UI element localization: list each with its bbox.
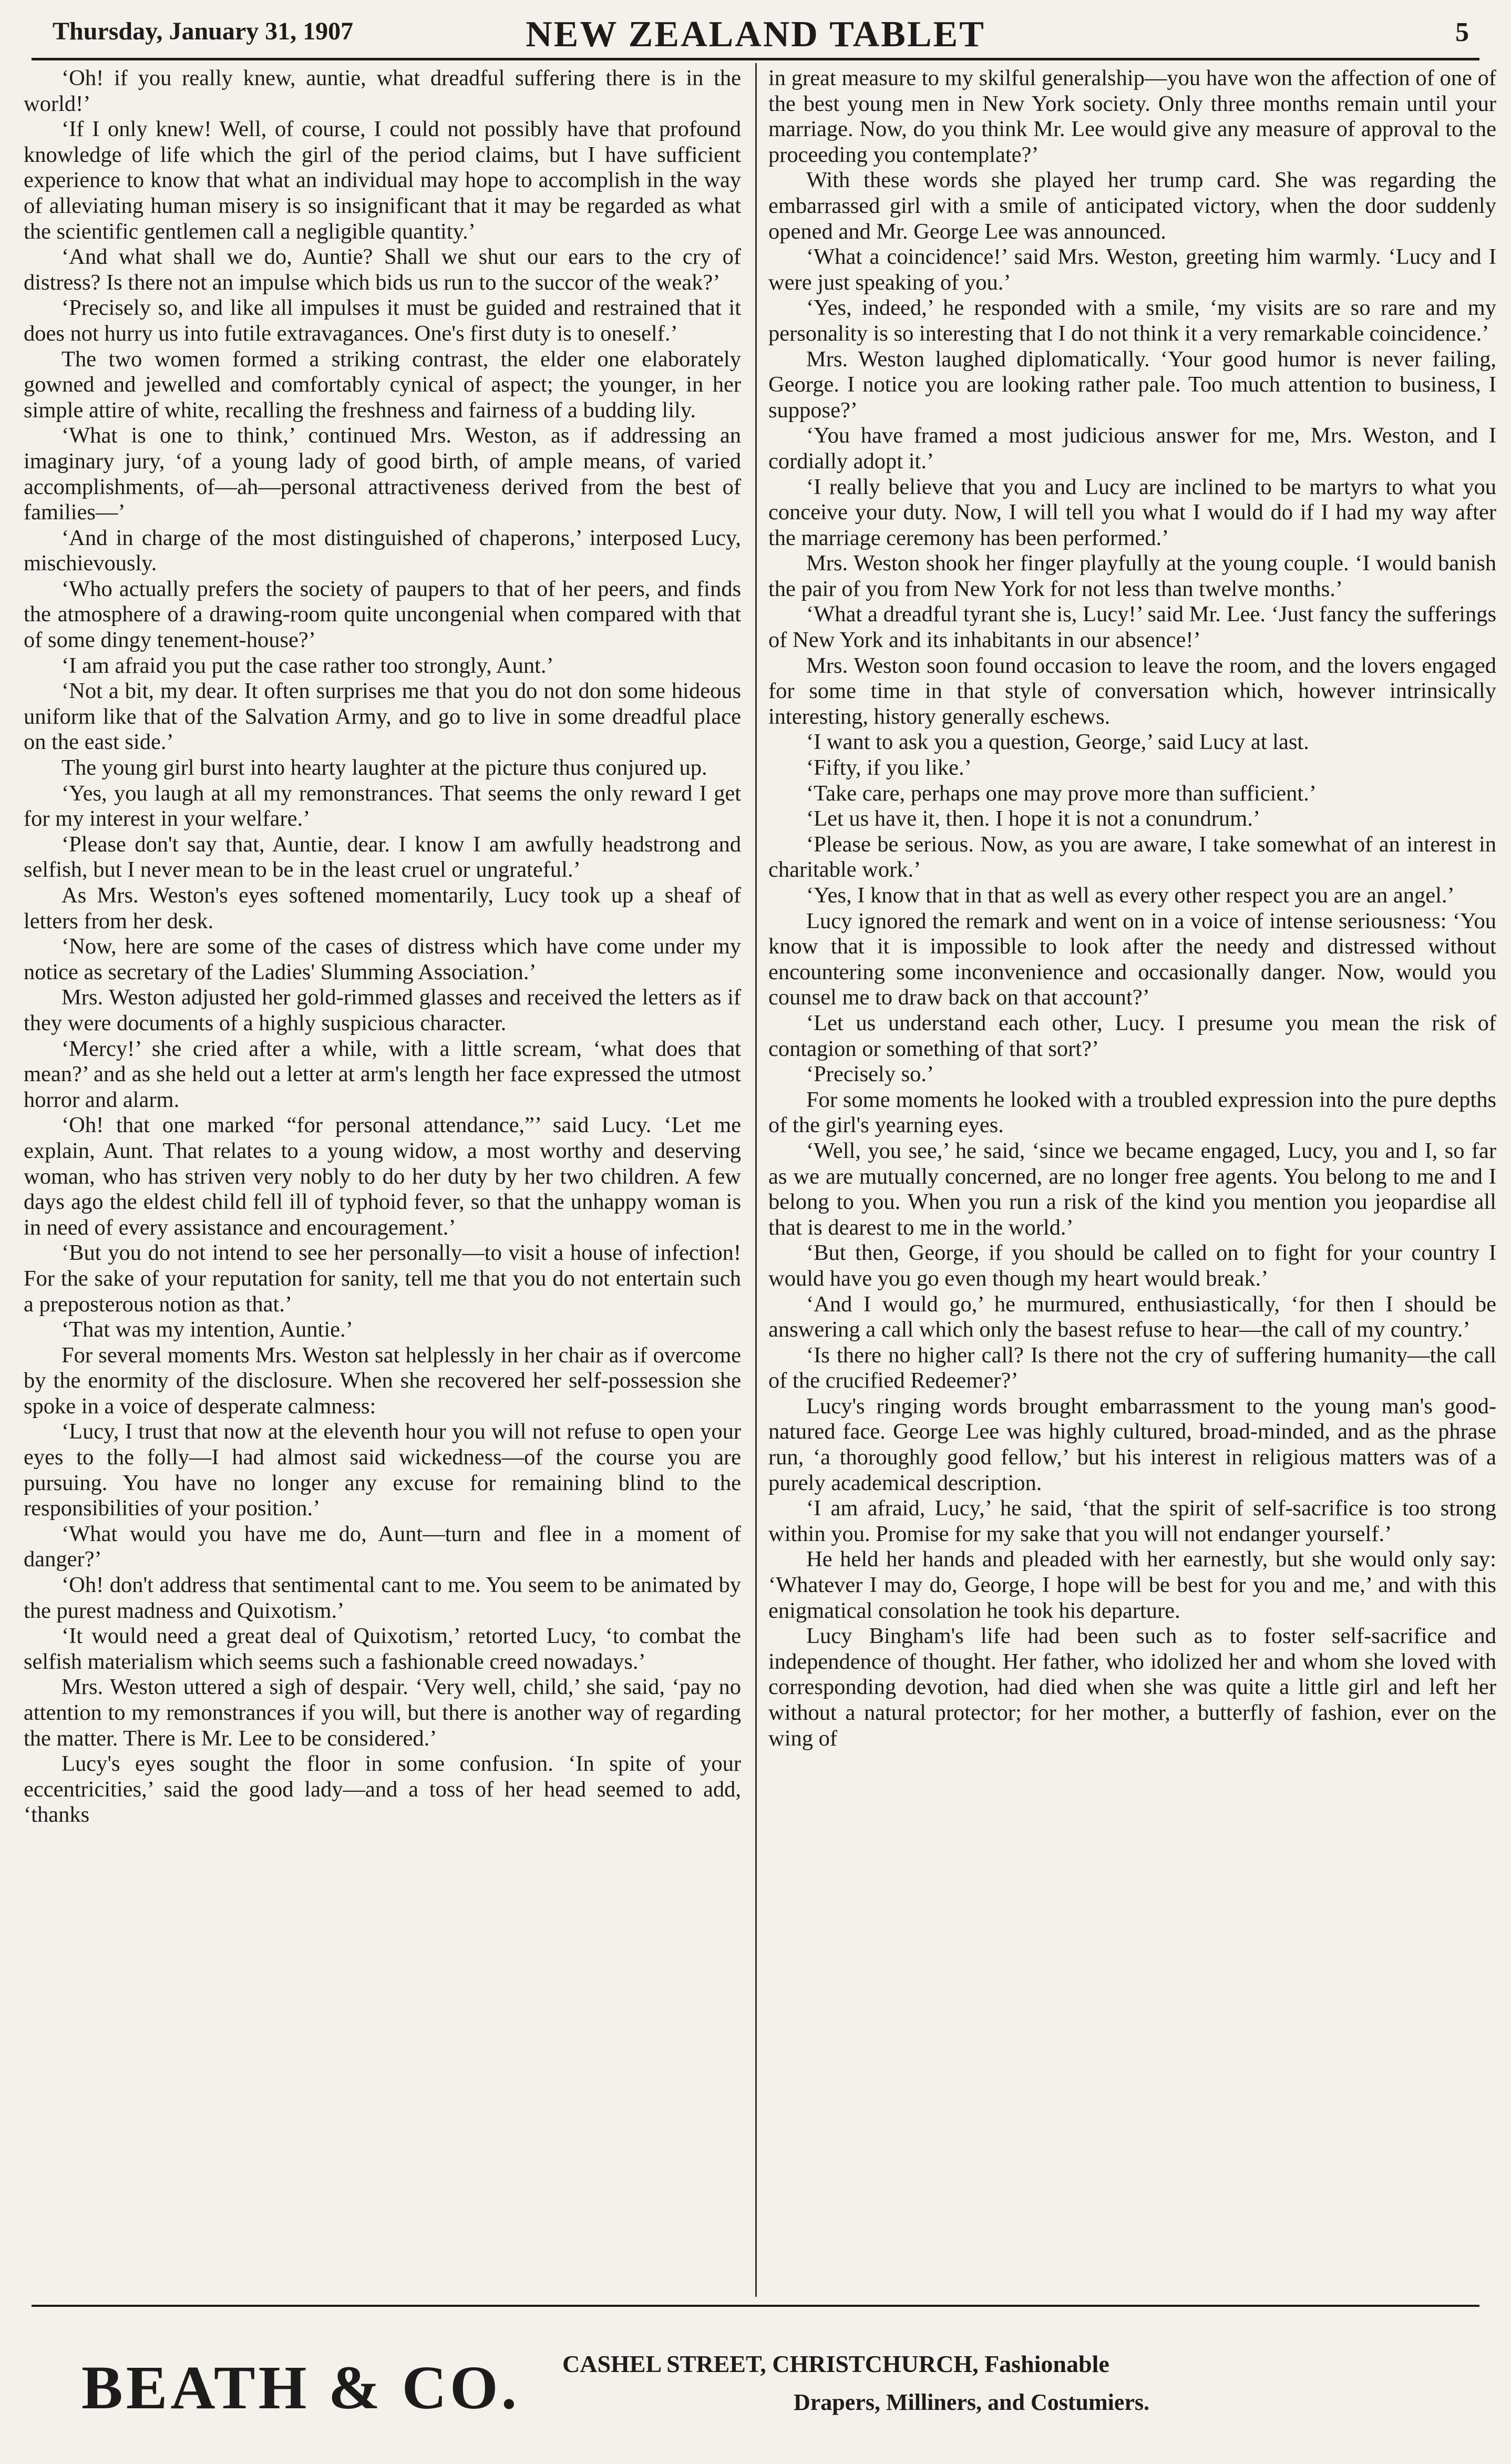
paragraph: Mrs. Weston uttered a sigh of despair. ‘Very well, child,’ she said, ‘pay no attention to my remonstrances if you will, but there is another way of regarding the matter. There is Mr. Lee to be considered.’: [24, 1675, 741, 1751]
paragraph: Lucy ignored the remark and went on in a voice of intense seriousness: ‘You know that it is impossible to look after the needy and distressed without encountering some inconvenience and occasionally danger. Now, would you counsel me to draw back on that account?’: [768, 908, 1496, 1010]
paragraph: ‘Lucy, I trust that now at the eleventh hour you will not refuse to open your eyes to the folly—I had almost said wickedness—of the course you are pursuing. You have no longer any excuse for remaining blind to the responsibilities of your position.’: [24, 1419, 741, 1521]
paragraph: With these words she played her trump card. She was regarding the embarrassed girl with a smile of anticipated victory, when the door suddenly opened and Mr. George Lee was announced.: [768, 168, 1496, 244]
left-column: [24, 66, 741, 2294]
paragraph: ‘Who actually prefers the society of paupers to that of her peers, and finds the atmosphere of a drawing-room quite uncongenial when compared with that of some dingy tenement-house?’: [24, 576, 741, 653]
paragraph: ‘If I only knew! Well, of course, I could not possibly have that profound knowledge of life which the girl of the period claims, but I have sufficient experience to know that what an individual may hope to accomplish in the way of alleviating human misery is so insignificant that it may be regarded as what the scientific gentlemen call a negligible quantity.’: [24, 117, 741, 244]
paragraph: ‘Take care, perhaps one may prove more than sufficient.’: [806, 781, 1317, 806]
paragraph: ‘And in charge of the most distinguished of chaperons,’ interposed Lucy, mischievously.: [24, 525, 741, 576]
paragraph: ‘What is one to think,’ continued Mrs. Weston, as if addressing an imaginary jury, ‘of a young lady of good birth, of ample means, of varied accomplishments, of—ah—personal attractiveness derived from the best of families—’: [24, 423, 741, 525]
paragraph: ‘What a coincidence!’ said Mrs. Weston, greeting him warmly. ‘Lucy and I were just speaking of you.’: [768, 244, 1496, 295]
paragraph: ‘That was my intention, Auntie.’: [61, 1317, 353, 1342]
paragraph: ‘Fifty, if you like.’: [806, 755, 972, 781]
paragraph: Lucy's eyes sought the floor in some confusion. ‘In spite of your eccentricities,’ said the good lady—and a toss of her head seemed to add, ‘thanks: [24, 1751, 741, 1828]
paragraph: ‘I am afraid you put the case rather too strongly, Aunt.’: [61, 653, 554, 678]
paragraph: ‘Mercy!’ she cried after a while, with a little scream, ‘what does that mean?’ and as she held out a letter at arm's length her face expressed the utmost horror and alarm.: [24, 1036, 741, 1112]
paragraph: ‘Please don't say that, Auntie, dear. I know I am awfully headstrong and selfish, but I never mean to be in the least cruel or ungrateful.’: [24, 831, 741, 882]
advertiser-trades: Drapers, Milliners, and Costumiers.: [794, 2389, 1150, 2415]
column-divider: [755, 63, 757, 2297]
paragraph: For some moments he looked with a troubled expression into the pure depths of the girl's yearning eyes.: [768, 1087, 1496, 1138]
paragraph: ‘Is there no higher call? Is there not the cry of suffering humanity—the call of the crucified Redeemer?’: [768, 1342, 1496, 1393]
paragraph: Lucy Bingham's life had been such as to foster self-sacrifice and independence of thought. Her father, who idolized her and whom she loved with corresponding devotion, had died when she was quite a little girl and left her without a natural protector; for her mother, a butterfly of fashion, ever on the wing of: [768, 1624, 1496, 1751]
advertisement: [32, 2305, 1479, 2459]
paragraph: ‘You have framed a most judicious answer for me, Mrs. Weston, and I cordially adopt it.’: [768, 423, 1496, 474]
paragraph: ‘Yes, you laugh at all my remonstrances. That seems the only reward I get for my interest in your welfare.’: [24, 781, 741, 831]
page-number: 5: [1455, 17, 1469, 47]
paragraph: ‘But you do not intend to see her personally—to visit a house of infection! For the sake of your reputation for sanity, tell me that you do not entertain such a preposterous notion as that.’: [24, 1240, 741, 1317]
paragraph: in great measure to my skilful generalship—you have won the affection of one of the best young men in New York society. Only three months remain until your marriage. Now, do you think Mr. Lee would give any measure of approval to the proceeding you contemplate?’: [768, 66, 1496, 167]
paragraph: ‘But then, George, if you should be called on to fight for your country I would have you go even though my heart would break.’: [768, 1240, 1496, 1291]
paragraph: ‘What a dreadful tyrant she is, Lucy!’ said Mr. Lee. ‘Just fancy the sufferings of New York and its inhabitants in our absence!’: [768, 602, 1496, 653]
paragraph: The two women formed a striking contrast, the elder one elaborately gowned and jewelled and comfortably cynical of aspect; the younger, in her simple attire of white, recalling the freshness and fairness of a budding lily.: [24, 346, 741, 423]
masthead-title: NEW ZEALAND TABLET: [526, 14, 985, 55]
paragraph: ‘Now, here are some of the cases of distress which have come under my notice as secretary of the Ladies' Slumming Association.’: [24, 934, 741, 984]
paragraph: ‘And I would go,’ he murmured, enthusiastically, ‘for then I should be answering a call which only the basest refuse to hear—the call of my country.’: [768, 1291, 1496, 1342]
paragraph: ‘Let us understand each other, Lucy. I presume you mean the risk of contagion or something of that sort?’: [768, 1010, 1496, 1061]
paragraph: ‘I want to ask you a question, George,’ said Lucy at last.: [806, 730, 1309, 755]
advertiser-name: BEATH & CO.: [81, 2353, 520, 2422]
paragraph: ‘Yes, I know that in that as well as every other respect you are an angel.’: [806, 883, 1455, 908]
paragraph: ‘Yes, indeed,’ he responded with a smile, ‘my visits are so rare and my personality is so interesting that I do not think it a very remarkable coincidence.’: [768, 295, 1496, 346]
paragraph: ‘Well, you see,’ he said, ‘since we became engaged, Lucy, you and I, so far as we are mutually concerned, are no longer free agents. You belong to me and I belong to you. When you run a risk of the kind you mention you jeopardise all that is dearest to me in the world.’: [768, 1138, 1496, 1240]
paragraph: Mrs. Weston shook her finger playfully at the young couple. ‘I would banish the pair of you from New York for not less than twelve months.’: [768, 551, 1496, 601]
paragraph: ‘What would you have me do, Aunt—turn and flee in a moment of danger?’: [24, 1521, 741, 1572]
paragraph: ‘Oh! that one marked “for personal attendance,”’ said Lucy. ‘Let me explain, Aunt. That relates to a young widow, a most worthy and deserving woman, who has striven very nobly to do her duty by her two children. A few days ago the eldest child fell ill of typhoid fever, so that the unhappy woman is in need of every assistance and encouragement.’: [24, 1113, 741, 1240]
paragraph: ‘It would need a great deal of Quixotism,’ retorted Lucy, ‘to combat the selfish materialism which seems such a fashionable creed nowadays.’: [24, 1624, 741, 1674]
paragraph: For several moments Mrs. Weston sat helplessly in her chair as if overcome by the enormity of the disclosure. When she recovered her self-possession she spoke in a voice of desperate calmness:: [24, 1342, 741, 1419]
paragraph: ‘Let us have it, then. I hope it is not a conundrum.’: [806, 806, 1260, 831]
paragraph: Lucy's ringing words brought embarrassment to the young man's good-natured face. George Lee was highly cultured, broad-minded, and as the phrase run, ‘a thoroughly good fellow,’ but his interest in religious matters was of a purely academical description.: [768, 1393, 1496, 1495]
paragraph: Mrs. Weston soon found occasion to leave the room, and the lovers engaged for some time in that style of conversation which, however intrinsically interesting, history generally eschews.: [768, 653, 1496, 729]
right-column: [768, 66, 1496, 2294]
paragraph: ‘I really believe that you and Lucy are inclined to be martyrs to what you conceive your duty. Now, I will tell you what I would do if I had my way after the marriage ceremony has been performed.’: [768, 474, 1496, 550]
paragraph: As Mrs. Weston's eyes softened momentarily, Lucy took up a sheaf of letters from her desk.: [24, 883, 741, 933]
paragraph: ‘Precisely so, and like all impulses it must be guided and restrained that it does not hurry us into futile extravagances. One's first duty is to oneself.’: [24, 295, 741, 346]
issue-date: Thursday, January 31, 1907: [53, 17, 354, 45]
paragraph: ‘Not a bit, my dear. It often surprises me that you do not don some hideous uniform like that of the Salvation Army, and go to live in some dreadful place on the east side.’: [24, 679, 741, 755]
paragraph: Mrs. Weston adjusted her gold-rimmed glasses and received the letters as if they were documents of a highly suspicious character.: [24, 985, 741, 1035]
page-header: [32, 9, 1479, 60]
paragraph: The young girl burst into hearty laughter at the picture thus conjured up.: [61, 755, 707, 781]
paragraph: Mrs. Weston laughed diplomatically. ‘Your good humor is never failing, George. I notice you are looking rather pale. Too much attention to business, I suppose?’: [768, 346, 1496, 423]
paragraph: ‘I am afraid, Lucy,’ he said, ‘that the spirit of self-sacrifice is too strong within you. Promise for my sake that you will not endanger yourself.’: [768, 1496, 1496, 1546]
paragraph: ‘Oh! don't address that sentimental cant to me. You seem to be animated by the purest madness and Quixotism.’: [24, 1573, 741, 1623]
paragraph: He held her hands and pleaded with her earnestly, but she would only say: ‘Whatever I may do, George, I hope will be best for you and me,’ and with this enigmatical consolation he took his departure.: [768, 1547, 1496, 1623]
paragraph: ‘Precisely so.’: [806, 1062, 934, 1087]
paragraph: ‘Please be serious. Now, as you are aware, I take somewhat of an interest in charitable work.’: [768, 831, 1496, 882]
paragraph: ‘Oh! if you really knew, auntie, what dreadful suffering there is in the world!’: [24, 66, 741, 116]
advertiser-address: CASHEL STREET, CHRISTCHURCH, Fashionable: [562, 2350, 1109, 2377]
paragraph: ‘And what shall we do, Auntie? Shall we shut our ears to the cry of distress? Is there not an impulse which bids us run to the succor of the weak?’: [24, 244, 741, 295]
